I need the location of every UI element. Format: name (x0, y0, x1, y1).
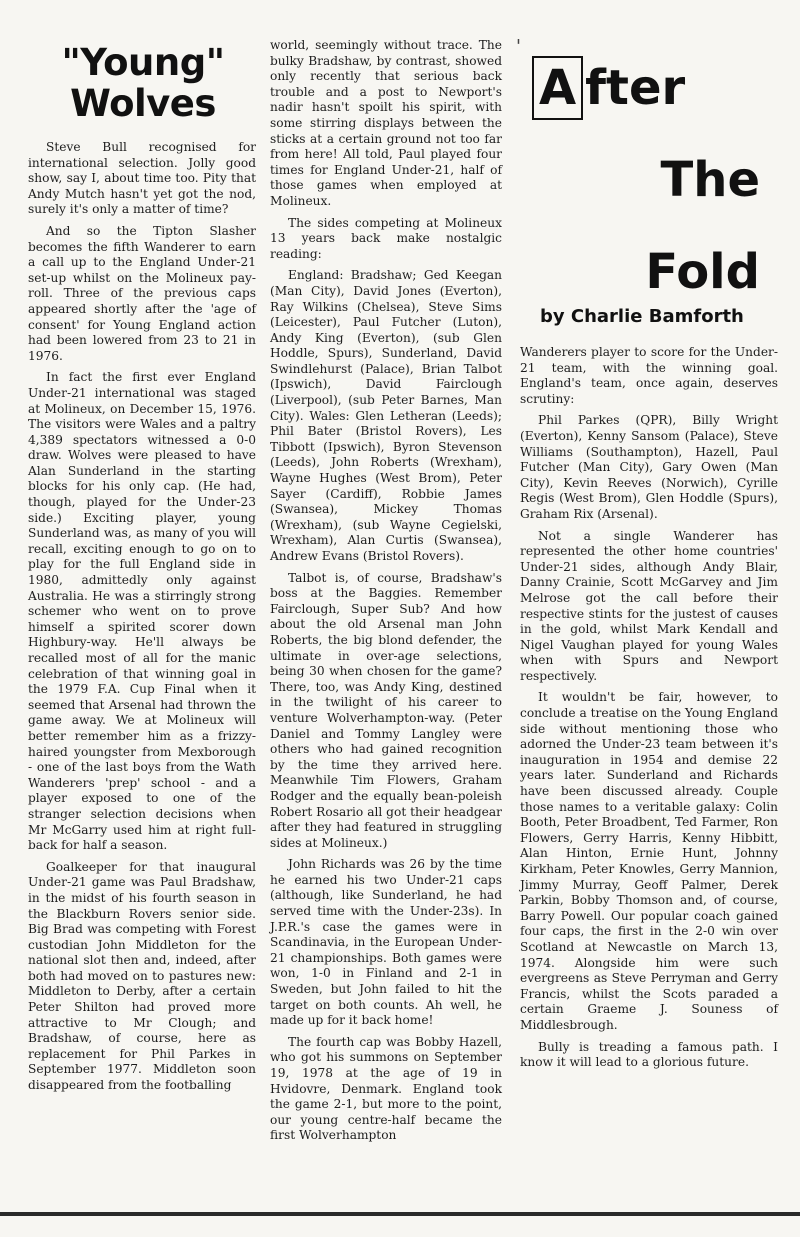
paragraph: In fact the first ever England Under-21 international was staged at Molineux, on December 15, 1976. The visitors were Wales and a paltry 4,389 spectators witnessed a 0-0 draw. Wolves were pleased to have Alan Sunderland in the starting blocks for his only cap. (He had, though, played for the Under-23 side.) Exciting player, young Sunderland was, as many of you will recall, exciting enough to go on to play for the full England side in 1980, admittedly only against Australia. He was a stirringly strong schemer who went on to prove himself a spirited scorer down Highbury-way. He'll always be recalled most of all for the manic celebration of that winning goal in the 1979 F.A. Cup Final when it seemed that Arsenal had thrown the game away. We at Molineux will better remember him as a frizzy-haired youngster from Mexborough - one of the last boys from the Wath Wanderers 'prep' school - and a player exposed to one of the stranger selection decisions when Mr McGarry used him at right full-back for half a season. (28, 370, 256, 853)
paragraph: The sides competing at Molineux 13 years back make nostalgic reading: (270, 215, 502, 261)
bottom-rule (0, 1212, 800, 1216)
left-title-line2: Wolves (70, 82, 216, 125)
paragraph: John Richards was 26 by the time he earned his two Under-21 caps (although, like Sunderland, he had served time with the Under-23s). In J.P.R.'s case the games were in Scandinavia, in the European Under-21 championships. Both games were won, 1-0 in Finland and 2-1 in Sweden, but John failed to hit the target on both counts. Ah well, he made up for it back home! (270, 857, 502, 1028)
right-title-line3: Fold (645, 244, 760, 300)
paragraph: Not a single Wanderer has represented the other home countries' Under-21 sides, although Andy Blair, Danny Crainie, Scott McGarvey and Jim Melrose got the call before their respective stints for the justest of causes in the gold, whilst Mark Kendall and Nigel Vaughan played for young Wales when with Spurs and Newport respectively. (520, 528, 778, 683)
right-article-title (528, 42, 778, 318)
right-title-line1-rest: fter (585, 60, 686, 116)
paragraph: It wouldn't be fair, however, to conclude a treatise on the Young England side without mentioning those who adorned the Under-23 team between it's inauguration in 1954 and demise 22 years later. Sunderland and Richards have been discussed already. Couple those names to a veritable galaxy: Colin Booth, Peter Broadbent, Ted Farmer, Ron Flowers, Gerry Harris, Kenny Hibbitt, Alan Hinton, Ernie Hunt, Johnny Kirkham, Peter Knowles, Gerry Mannion, Jimmy Murray, Geoff Palmer, Derek Parkin, Bobby Thomson and, of course, Barry Powell. Our popular coach gained four caps, the first in the 2-0 win over Scotland at Newcastle on March 13, 1974. Alongside him were such evergreens as Steve Perryman and Gerry Francis, whilst the Scots paraded a certain Graeme J. Souness of Middlesbrough. (520, 690, 778, 1032)
paragraph: Bully is treading a famous path. I know it will lead to a glorious future. (520, 1039, 778, 1070)
paragraph: Talbot is, of course, Bradshaw's boss at the Baggies. Remember Fairclough, Super Sub? And how about the old Arsenal man John Roberts, the big blond defender, the ultimate in over-age selections, being 30 when chosen for the game? There, too, was Andy King, destined in the twilight of his career to venture Wolverhampton-way. (Peter Daniel and Tommy Langley were others who had gained recognition by the time they arrived here. Meanwhile Tim Flowers, Graham Rodger and the equally bean-poleish Robert Rosario all got their headgear after they had featured in struggling sides at Molineux.) (270, 570, 502, 850)
paragraph: And so the Tipton Slasher becomes the fifth Wanderer to earn a call up to the England Under-21 set-up whilst on the Molineux pay-roll. Three of the previous caps appeared shortly after the 'age of consent' for Young England action had been lowered from 23 to 21 in 1976. (28, 223, 256, 363)
left-title-line1: "Young" (61, 41, 225, 84)
boxed-letter: A (532, 56, 583, 120)
team-list: Phil Parkes (QPR), Billy Wright (Everton), Kenny Sansom (Palace), Steve Williams (Southampton), Hazell, Paul Futcher (Man City), Gary Owen (Man City), Kevin Reeves (Norwich), Cyrille Regis (West Brom), Glen Hoddle (Spurs), Graham Rix (Arsenal). (520, 413, 778, 521)
left-article-title (30, 42, 256, 124)
paragraph: Goalkeeper for that inaugural Under-21 game was Paul Bradshaw, in the midst of his fourth season in the Blackburn Rovers senior side. Big Brad was competing with Forest custodian John Middleton for the national slot then and, indeed, after both had moved on to pastures new: Middleton to Derby, after a certain Peter Shilton had proved more attractive to Mr Clough; and Bradshaw, of course, here as replacement for Phil Parkes in September 1977. Middleton soon disappeared from the footballing (28, 859, 256, 1093)
corner-mark: ' (516, 36, 521, 57)
team-list: England: Bradshaw; Ged Keegan (Man City), David Jones (Everton), Ray Wilkins (Chelsea), Steve Sims (Leicester), Paul Futcher (Luton), Andy King (Everton), (sub Glen Hoddle, Spurs), Sunderland, David Swindlehurst (Palace), Brian Talbot (Ipswich), David Fairclough (Liverpool), (sub Peter Barnes, Man City). Wales: Glen Letheran (Leeds); Phil Bater (Bristol Rovers), Les Tibbott (Ipswich), Byron Stevenson (Leeds), John Roberts (Wrexham), Wayne Hughes (West Brom), Peter Sayer (Cardiff), Robbie James (Swansea), Mickey Thomas (Wrexham), (sub Wayne Cegielski, Wrexham), Alan Curtis (Swansea), Andrew Evans (Bristol Rovers). (270, 268, 502, 563)
paragraph: Wanderers player to score for the Under-21 team, with the winning goal. England's team, once again, deserves scrutiny: (520, 345, 778, 406)
paragraph: world, seemingly without trace. The bulky Bradshaw, by contrast, showed only recently that serious back trouble and a post to Newport's nadir hasn't spoilt his spirit, with some stirring displays between the sticks at a certain ground not too far from here! All told, Paul played four times for England Under-21, half of those games when employed at Molineux. (270, 38, 502, 208)
right-title-line1 (528, 42, 778, 134)
column-3 (520, 345, 778, 1077)
right-title-line2: The (660, 152, 760, 208)
column-2 (270, 38, 502, 1150)
paragraph: Steve Bull recognised for international selection. Jolly good show, say I, about time too. Pity that Andy Mutch hasn't yet got the nod, surely it's only a matter of time? (28, 140, 256, 217)
byline: by Charlie Bamforth (540, 306, 744, 327)
column-1 (28, 140, 256, 1100)
paragraph: The fourth cap was Bobby Hazell, who got his summons on September 19, 1978 at the age of 19 in Hvidovre, Denmark. England took the game 2-1, but more to the point, our young centre-half became the first Wolverhampton (270, 1034, 502, 1143)
